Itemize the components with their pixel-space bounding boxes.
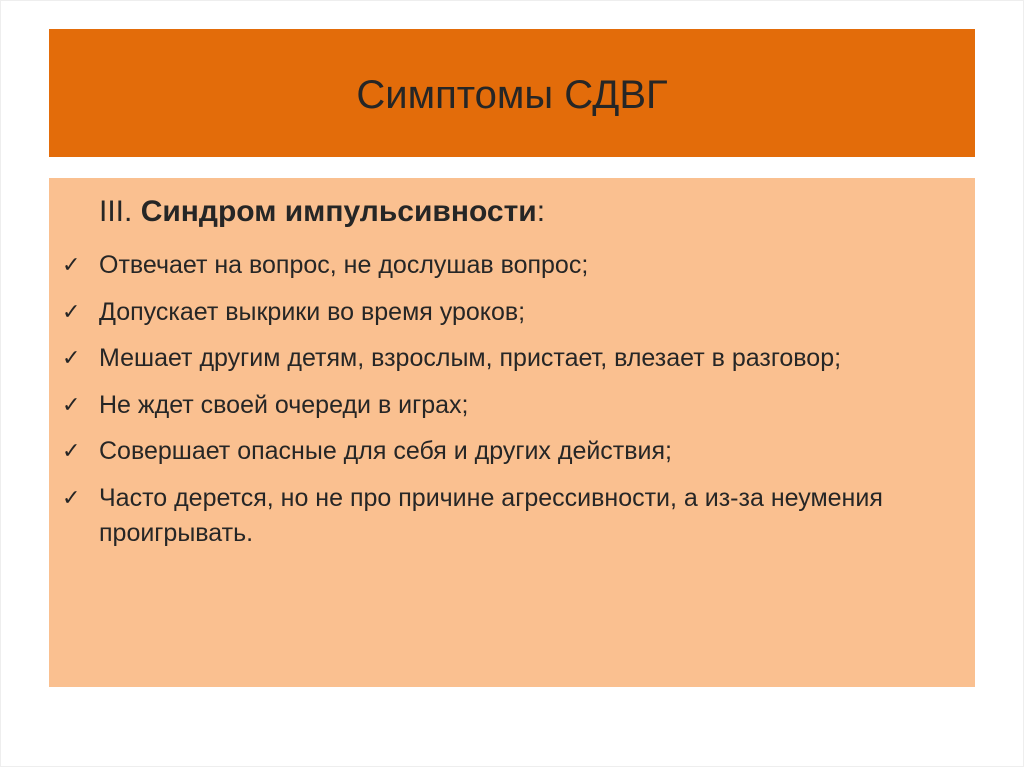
list-item (62, 295, 962, 330)
list-item (62, 248, 962, 283)
list-item (62, 481, 962, 551)
checkmark-icon: ✓ (62, 392, 81, 418)
section-number: III. (99, 195, 133, 228)
list-item-text: Отвечает на вопрос, не дослушав вопрос; (99, 251, 589, 279)
checkmark-icon: ✓ (62, 439, 81, 464)
content-box (49, 178, 975, 687)
list-item-text: Часто дерется, но не про причине агрессивности, а из-за неумения проигрывать. (99, 483, 883, 547)
list-item-text: Совершает опасные для себя и других действия; (99, 437, 672, 465)
list-item-text: Не ждет своей очереди в играх; (99, 390, 469, 419)
list-item-text: Допускает выкрики во время уроков; (99, 297, 526, 326)
list-item (62, 388, 962, 423)
title-bar (49, 29, 975, 157)
symptom-list (62, 248, 962, 562)
slide-title: Симптомы СДВГ (356, 73, 668, 117)
section-heading (99, 195, 545, 229)
checkmark-icon: ✓ (62, 346, 81, 371)
checkmark-icon: ✓ (62, 485, 81, 511)
checkmark-icon: ✓ (62, 253, 81, 278)
list-item (62, 341, 962, 376)
list-item-text: Мешает другим детям, взрослым, пристает, влезает в разговор; (99, 344, 842, 372)
section-title: Синдром импульсивности (140, 195, 537, 228)
checkmark-icon: ✓ (62, 299, 81, 325)
section-suffix: : (536, 195, 546, 228)
list-item (62, 434, 962, 469)
